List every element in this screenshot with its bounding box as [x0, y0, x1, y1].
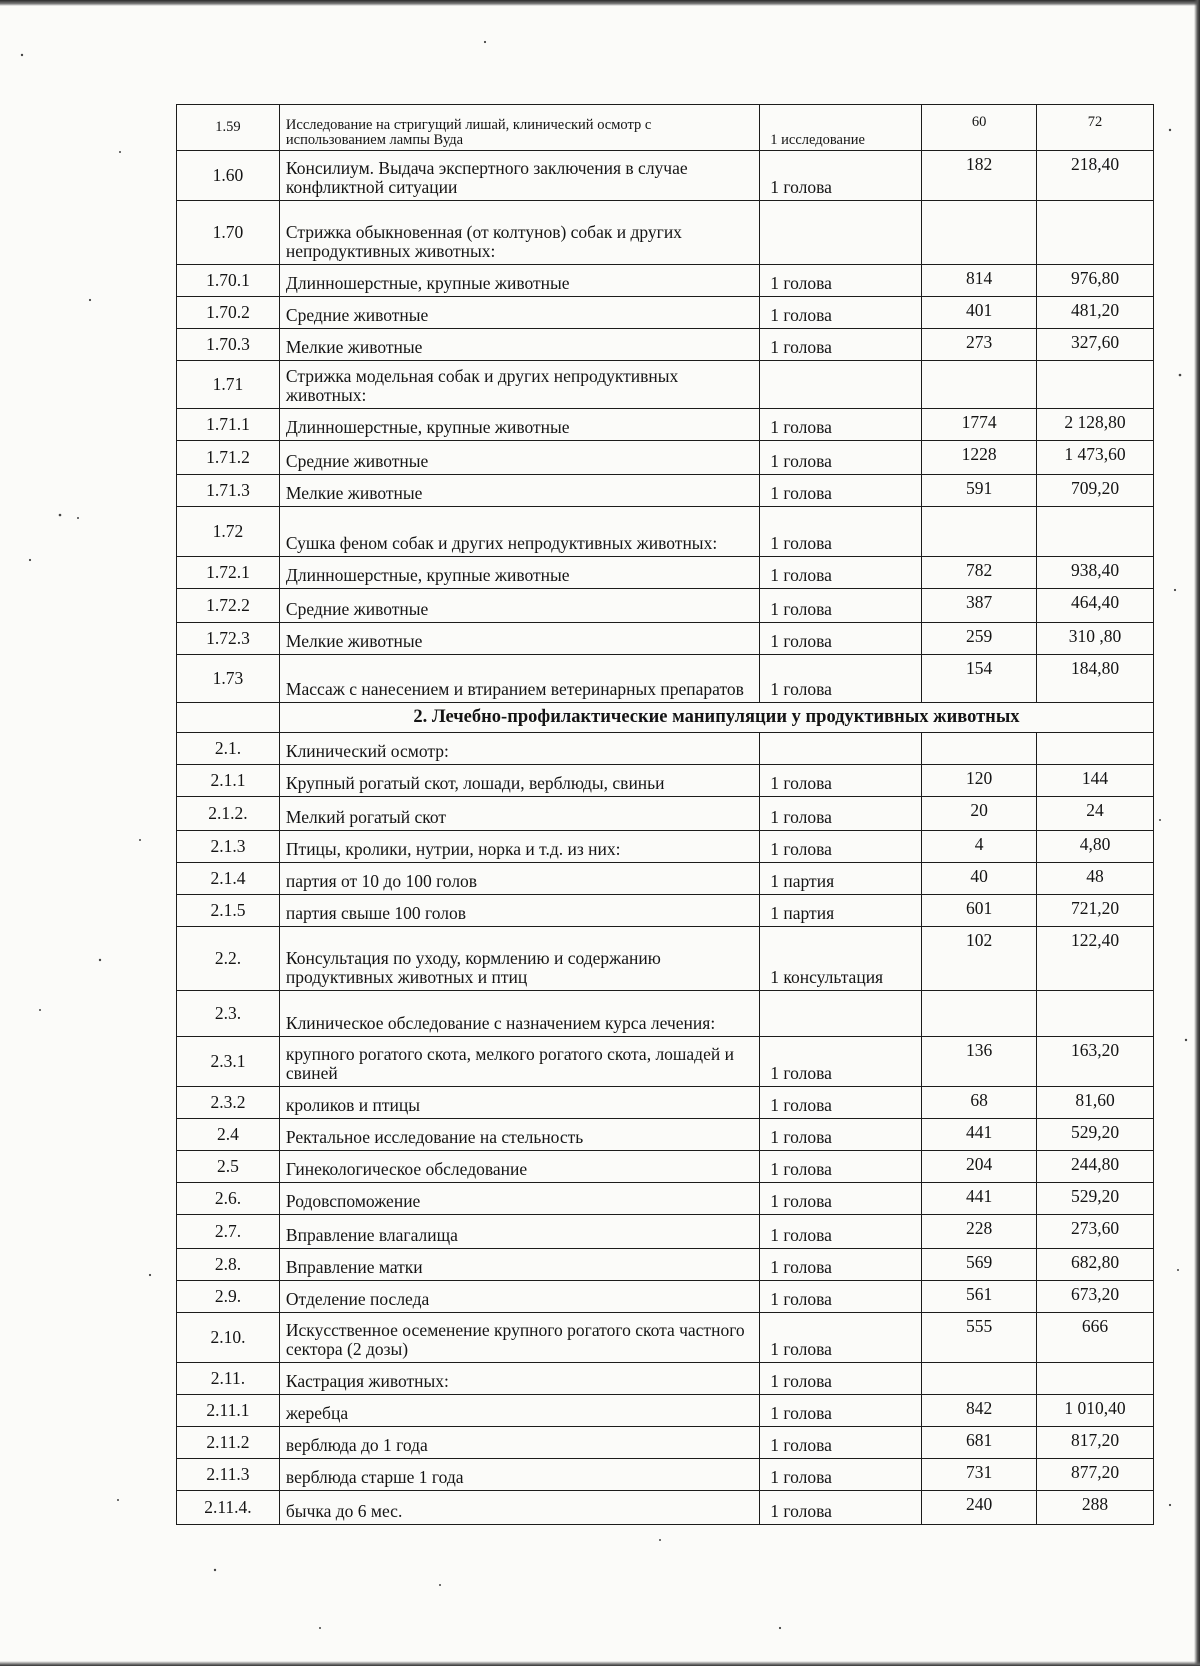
cell-unit: 1 голова	[760, 475, 922, 507]
cell-number: 1.71.1	[177, 409, 280, 441]
cell-price-with-vat: 218,40	[1037, 151, 1154, 201]
cell-number: 1.72.1	[177, 557, 280, 589]
table-row	[177, 1087, 1154, 1119]
cell-price-with-vat: 817,20	[1037, 1427, 1154, 1459]
cell-price: 273	[922, 329, 1037, 361]
scan-top-edge	[0, 0, 1200, 6]
cell-service-name: Клинический осмотр:	[279, 733, 759, 765]
cell-number: 2.6.	[177, 1183, 280, 1215]
cell-price-with-vat: 163,20	[1037, 1037, 1154, 1087]
cell-price: 60	[922, 105, 1037, 151]
cell-price: 182	[922, 151, 1037, 201]
cell-price: 569	[922, 1249, 1037, 1281]
table-row	[177, 1215, 1154, 1249]
table-row	[177, 733, 1154, 765]
cell-unit: 1 голова	[760, 409, 922, 441]
cell-price: 401	[922, 297, 1037, 329]
cell-price-with-vat: 682,80	[1037, 1249, 1154, 1281]
cell-unit: 1 голова	[760, 765, 922, 797]
cell-price: 591	[922, 475, 1037, 507]
cell-service-name: Длинношерстные, крупные животные	[279, 265, 759, 297]
cell-price-with-vat	[1037, 201, 1154, 265]
table-row	[177, 329, 1154, 361]
cell-service-name: Птицы, кролики, нутрии, норка и т.д. из них:	[279, 831, 759, 863]
cell-unit: 1 партия	[760, 863, 922, 895]
table-row	[177, 1151, 1154, 1183]
cell-service-name: Длинношерстные, крупные животные	[279, 409, 759, 441]
table-row	[177, 1459, 1154, 1491]
cell-number: 1.60	[177, 151, 280, 201]
cell-unit	[760, 991, 922, 1037]
cell-service-name: бычка до 6 мес.	[279, 1491, 759, 1525]
table-row	[177, 589, 1154, 623]
cell-price: 4	[922, 831, 1037, 863]
cell-service-name: Кастрация животных:	[279, 1363, 759, 1395]
table-row	[177, 1119, 1154, 1151]
table-row	[177, 1037, 1154, 1087]
cell-number: 2.11.4.	[177, 1491, 280, 1525]
cell-service-name: Консилиум. Выдача экспертного заключения в случае конфликтной ситуации	[279, 151, 759, 201]
cell-number: 2.8.	[177, 1249, 280, 1281]
table-row	[177, 623, 1154, 655]
cell-price: 441	[922, 1183, 1037, 1215]
cell-service-name: партия от 10 до 100 голов	[279, 863, 759, 895]
scan-bottom-edge	[0, 1661, 1200, 1666]
cell-unit: 1 голова	[760, 151, 922, 201]
cell-number: 2.9.	[177, 1281, 280, 1313]
cell-unit: 1 голова	[760, 797, 922, 831]
table-row	[177, 863, 1154, 895]
cell-price-with-vat: 481,20	[1037, 297, 1154, 329]
price-table	[176, 104, 1154, 1525]
table-row	[177, 927, 1154, 991]
table-row	[177, 265, 1154, 297]
cell-number: 2.11.3	[177, 1459, 280, 1491]
cell-unit: 1 голова	[760, 623, 922, 655]
cell-unit	[760, 733, 922, 765]
cell-unit: 1 голова	[760, 1215, 922, 1249]
cell-price: 441	[922, 1119, 1037, 1151]
cell-service-name: Средние животные	[279, 441, 759, 475]
cell-number: 2.7.	[177, 1215, 280, 1249]
cell-number: 1.70.1	[177, 265, 280, 297]
table-row	[177, 895, 1154, 927]
cell-service-name: Стрижка обыкновенная (от колтунов) собак и других непродуктивных животных:	[279, 201, 759, 265]
cell-price-with-vat: 721,20	[1037, 895, 1154, 927]
cell-unit: 1 голова	[760, 329, 922, 361]
cell-price: 782	[922, 557, 1037, 589]
cell-price: 154	[922, 655, 1037, 703]
cell-number: 1.73	[177, 655, 280, 703]
cell-price: 136	[922, 1037, 1037, 1087]
cell-price-with-vat: 1 473,60	[1037, 441, 1154, 475]
table-row	[177, 1395, 1154, 1427]
cell-price-with-vat: 144	[1037, 765, 1154, 797]
cell-service-name: партия свыше 100 голов	[279, 895, 759, 927]
cell-price-with-vat: 122,40	[1037, 927, 1154, 991]
cell-price: 228	[922, 1215, 1037, 1249]
cell-price: 555	[922, 1313, 1037, 1363]
cell-price	[922, 1363, 1037, 1395]
cell-price-with-vat: 184,80	[1037, 655, 1154, 703]
table-row	[177, 151, 1154, 201]
table-row	[177, 1313, 1154, 1363]
table-row	[177, 201, 1154, 265]
cell-unit: 1 голова	[760, 1037, 922, 1087]
cell-service-name: верблюда до 1 года	[279, 1427, 759, 1459]
cell-price-with-vat: 877,20	[1037, 1459, 1154, 1491]
cell-price-with-vat	[1037, 991, 1154, 1037]
cell-price: 259	[922, 623, 1037, 655]
cell-unit: 1 голова	[760, 1281, 922, 1313]
cell-price-with-vat: 709,20	[1037, 475, 1154, 507]
cell-number: 2.2.	[177, 927, 280, 991]
table-row	[177, 557, 1154, 589]
scan-right-edge	[1194, 0, 1200, 1666]
cell-price	[922, 733, 1037, 765]
table-row	[177, 765, 1154, 797]
cell-price: 387	[922, 589, 1037, 623]
cell-price: 601	[922, 895, 1037, 927]
cell-number: 2.11.	[177, 1363, 280, 1395]
cell-price-with-vat: 529,20	[1037, 1183, 1154, 1215]
cell-price-with-vat: 288	[1037, 1491, 1154, 1525]
cell-price-with-vat	[1037, 361, 1154, 409]
table-row	[177, 1491, 1154, 1525]
cell-price-with-vat: 244,80	[1037, 1151, 1154, 1183]
cell-price: 40	[922, 863, 1037, 895]
cell-price-with-vat: 976,80	[1037, 265, 1154, 297]
cell-price-with-vat	[1037, 1363, 1154, 1395]
cell-service-name: Родовспоможение	[279, 1183, 759, 1215]
section-title: 2. Лечебно-профилактические манипуляции у продуктивных животных	[279, 703, 1153, 733]
cell-price-with-vat: 4,80	[1037, 831, 1154, 863]
table-row	[177, 297, 1154, 329]
cell-service-name: Исследование на стригущий лишай, клинический осмотр с использованием лампы Вуда	[279, 105, 759, 151]
table-row	[177, 1363, 1154, 1395]
cell-service-name: Вправление матки	[279, 1249, 759, 1281]
table-row	[177, 409, 1154, 441]
cell-price: 814	[922, 265, 1037, 297]
cell-service-name: Средние животные	[279, 589, 759, 623]
cell-unit: 1 голова	[760, 297, 922, 329]
cell-service-name: Крупный рогатый скот, лошади, верблюды, свиньи	[279, 765, 759, 797]
cell-unit: 1 голова	[760, 1119, 922, 1151]
table-row	[177, 1427, 1154, 1459]
cell-price: 1774	[922, 409, 1037, 441]
cell-price-with-vat: 673,20	[1037, 1281, 1154, 1313]
cell-price: 731	[922, 1459, 1037, 1491]
cell-price-with-vat: 273,60	[1037, 1215, 1154, 1249]
cell-price: 842	[922, 1395, 1037, 1427]
cell-service-name: жеребца	[279, 1395, 759, 1427]
cell-service-name: Мелкий рогатый скот	[279, 797, 759, 831]
cell-unit	[760, 201, 922, 265]
cell-service-name: Клиническое обследование с назначением курса лечения:	[279, 991, 759, 1037]
cell-number: 2.4	[177, 1119, 280, 1151]
cell-unit: 1 голова	[760, 831, 922, 863]
cell-number: 1.70	[177, 201, 280, 265]
cell-price: 20	[922, 797, 1037, 831]
cell-unit: 1 голова	[760, 557, 922, 589]
cell-service-name: Сушка феном собак и других непродуктивных животных:	[279, 507, 759, 557]
cell-unit: 1 голова	[760, 1395, 922, 1427]
cell-service-name: Гинекологическое обследование	[279, 1151, 759, 1183]
cell-service-name: Вправление влагалища	[279, 1215, 759, 1249]
cell-number: 2.1.3	[177, 831, 280, 863]
cell-number: 1.71	[177, 361, 280, 409]
cell-price-with-vat: 310 ,80	[1037, 623, 1154, 655]
cell-price: 68	[922, 1087, 1037, 1119]
table-row	[177, 105, 1154, 151]
cell-price-with-vat: 666	[1037, 1313, 1154, 1363]
cell-unit: 1 голова	[760, 1087, 922, 1119]
cell-unit: 1 голова	[760, 507, 922, 557]
cell-number: 2.3.	[177, 991, 280, 1037]
cell-service-name: Отделение последа	[279, 1281, 759, 1313]
cell-unit: 1 консультация	[760, 927, 922, 991]
table-row	[177, 475, 1154, 507]
cell-price-with-vat: 2 128,80	[1037, 409, 1154, 441]
cell-number: 1.59	[177, 105, 280, 151]
cell-unit: 1 голова	[760, 1363, 922, 1395]
cell-price: 102	[922, 927, 1037, 991]
cell-unit: 1 голова	[760, 1151, 922, 1183]
table-row	[177, 507, 1154, 557]
cell-price-with-vat: 24	[1037, 797, 1154, 831]
cell-price-with-vat: 72	[1037, 105, 1154, 151]
cell-number: 2.3.1	[177, 1037, 280, 1087]
cell-service-name: Длинношерстные, крупные животные	[279, 557, 759, 589]
cell-unit: 1 голова	[760, 1459, 922, 1491]
cell-unit: 1 голова	[760, 1313, 922, 1363]
table-row	[177, 1281, 1154, 1313]
cell-price: 204	[922, 1151, 1037, 1183]
cell-number	[177, 703, 280, 733]
cell-price: 240	[922, 1491, 1037, 1525]
cell-unit: 1 голова	[760, 1491, 922, 1525]
cell-service-name: кроликов и птицы	[279, 1087, 759, 1119]
cell-unit	[760, 361, 922, 409]
cell-price: 561	[922, 1281, 1037, 1313]
cell-number: 1.72.3	[177, 623, 280, 655]
table-row	[177, 991, 1154, 1037]
cell-unit: 1 партия	[760, 895, 922, 927]
table-row	[177, 1249, 1154, 1281]
cell-service-name: Мелкие животные	[279, 623, 759, 655]
price-table-container	[176, 104, 1154, 1525]
cell-price-with-vat: 529,20	[1037, 1119, 1154, 1151]
cell-price-with-vat: 1 010,40	[1037, 1395, 1154, 1427]
cell-service-name: Мелкие животные	[279, 475, 759, 507]
cell-number: 1.70.2	[177, 297, 280, 329]
table-row	[177, 441, 1154, 475]
cell-service-name: Искусственное осеменение крупного рогатого скота частного сектора (2 дозы)	[279, 1313, 759, 1363]
cell-unit: 1 голова	[760, 1427, 922, 1459]
cell-number: 1.71.2	[177, 441, 280, 475]
cell-price-with-vat: 327,60	[1037, 329, 1154, 361]
cell-service-name: Средние животные	[279, 297, 759, 329]
cell-number: 2.1.	[177, 733, 280, 765]
cell-price-with-vat	[1037, 733, 1154, 765]
table-row	[177, 831, 1154, 863]
cell-service-name: Стрижка модельная собак и других непродуктивных животных:	[279, 361, 759, 409]
cell-price	[922, 201, 1037, 265]
table-row	[177, 797, 1154, 831]
cell-number: 2.1.2.	[177, 797, 280, 831]
cell-number: 1.72	[177, 507, 280, 557]
cell-price: 681	[922, 1427, 1037, 1459]
cell-unit: 1 голова	[760, 1183, 922, 1215]
table-row	[177, 361, 1154, 409]
price-table-body	[177, 105, 1154, 1525]
cell-number: 1.72.2	[177, 589, 280, 623]
cell-service-name: верблюда старше 1 года	[279, 1459, 759, 1491]
cell-number: 2.5	[177, 1151, 280, 1183]
table-row	[177, 655, 1154, 703]
cell-price-with-vat: 48	[1037, 863, 1154, 895]
cell-service-name: Консультация по уходу, кормлению и содержанию продуктивных животных и птиц	[279, 927, 759, 991]
cell-service-name: крупного рогатого скота, мелкого рогатого скота, лошадей и свиней	[279, 1037, 759, 1087]
cell-number: 1.70.3	[177, 329, 280, 361]
cell-price-with-vat: 464,40	[1037, 589, 1154, 623]
cell-number: 2.1.5	[177, 895, 280, 927]
cell-number: 2.3.2	[177, 1087, 280, 1119]
cell-unit: 1 голова	[760, 655, 922, 703]
cell-price-with-vat: 938,40	[1037, 557, 1154, 589]
cell-number: 2.11.1	[177, 1395, 280, 1427]
cell-unit: 1 голова	[760, 441, 922, 475]
cell-unit: 1 голова	[760, 265, 922, 297]
cell-number: 2.1.1	[177, 765, 280, 797]
cell-unit: 1 голова	[760, 1249, 922, 1281]
cell-price: 1228	[922, 441, 1037, 475]
cell-service-name: Ректальное исследование на стельность	[279, 1119, 759, 1151]
cell-price: 120	[922, 765, 1037, 797]
cell-number: 1.71.3	[177, 475, 280, 507]
cell-price-with-vat: 81,60	[1037, 1087, 1154, 1119]
table-row	[177, 1183, 1154, 1215]
cell-price-with-vat	[1037, 507, 1154, 557]
cell-service-name: Мелкие животные	[279, 329, 759, 361]
cell-number: 2.1.4	[177, 863, 280, 895]
cell-number: 2.11.2	[177, 1427, 280, 1459]
cell-unit: 1 исследование	[760, 105, 922, 151]
cell-unit: 1 голова	[760, 589, 922, 623]
cell-price	[922, 991, 1037, 1037]
cell-price	[922, 507, 1037, 557]
cell-number: 2.10.	[177, 1313, 280, 1363]
section-header-row	[177, 703, 1154, 733]
cell-price	[922, 361, 1037, 409]
cell-service-name: Массаж с нанесением и втиранием ветеринарных препаратов	[279, 655, 759, 703]
